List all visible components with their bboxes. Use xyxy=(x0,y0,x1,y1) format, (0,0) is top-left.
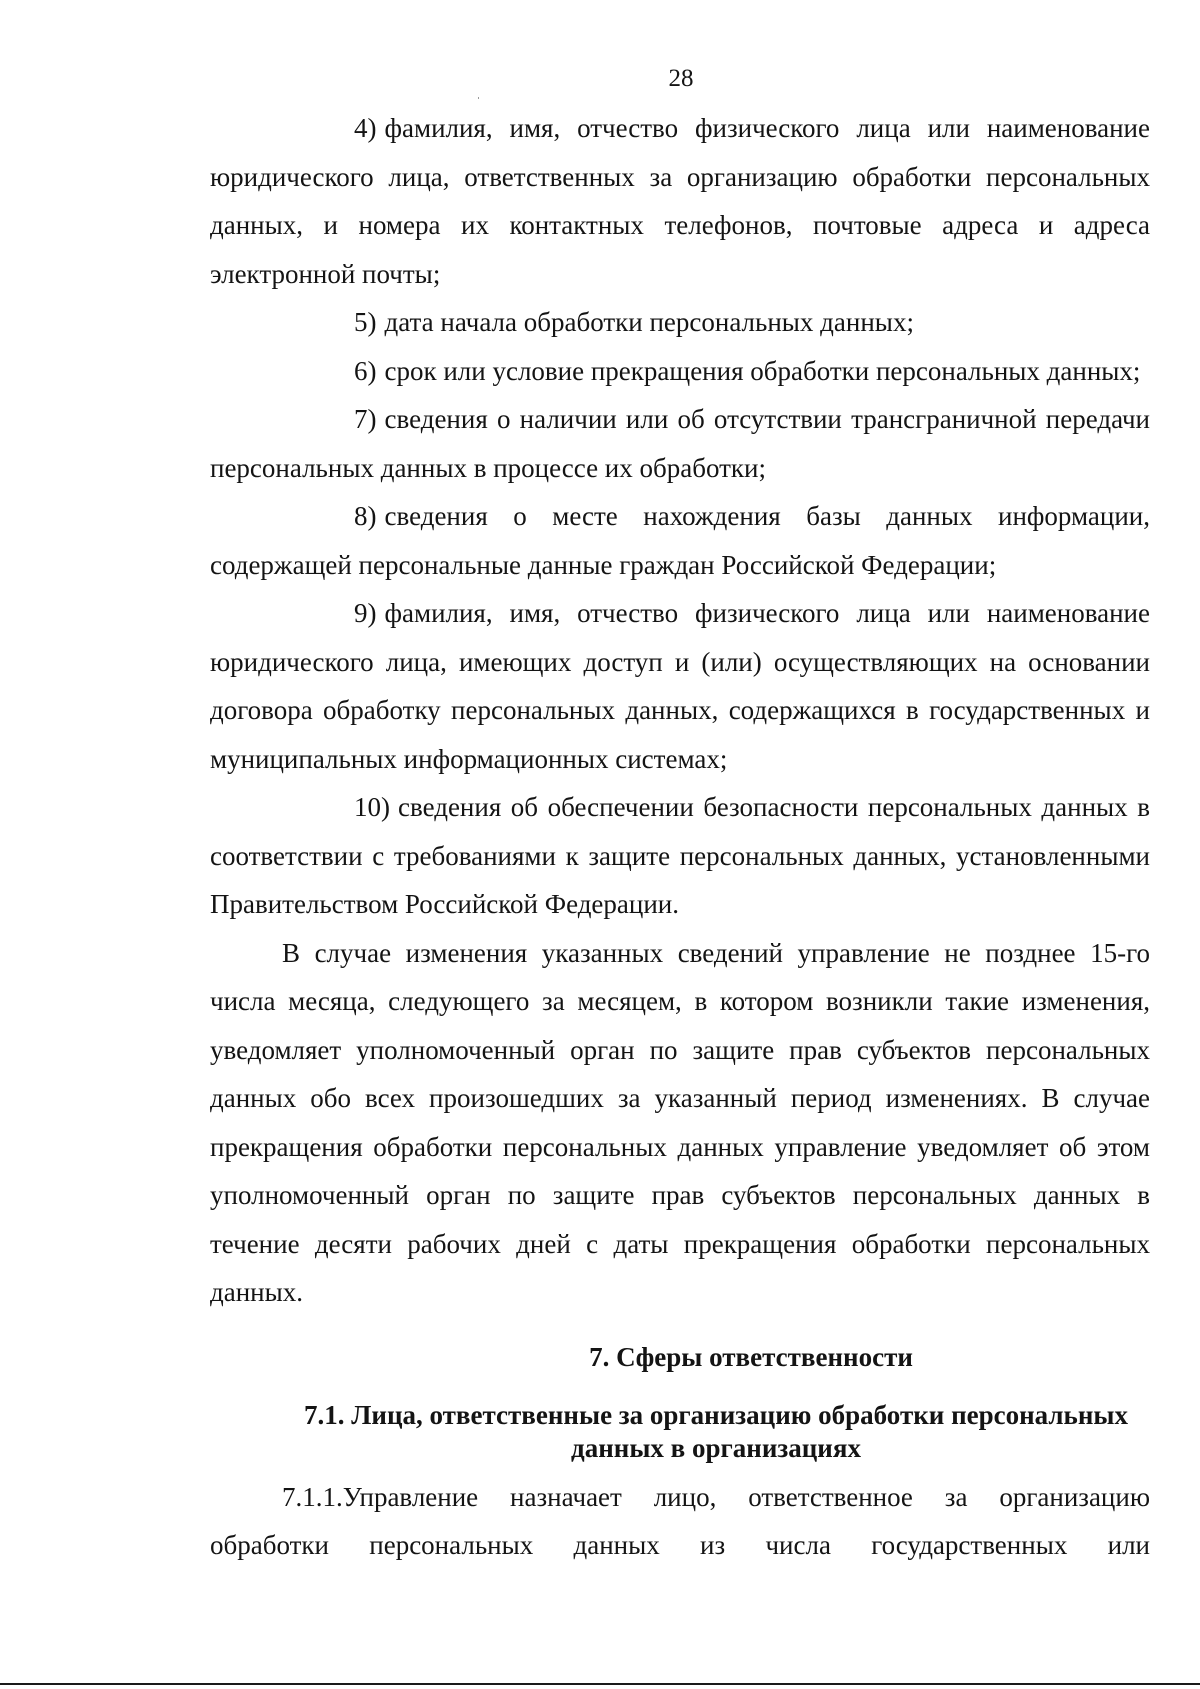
list-item-text: срок или условие прекращения обработки персональных данных; xyxy=(384,355,1141,386)
list-item-text: сведения о наличии или об отсутствии трансграничной передачи персональных данных в процессе их обработки; xyxy=(210,404,1150,483)
scan-speck xyxy=(478,97,479,99)
list-item-5 xyxy=(210,298,1150,347)
list-item-number: 7) xyxy=(354,404,377,434)
paragraph-change-notice: В случае изменения указанных сведений управление не позднее 15-го числа месяца, следующего за месяцем, в котором возникли такие изменения, уведомляет уполномоченный орган по защите прав субъектов персональных данных обо всех произошедших за указанный период изменениях. В случае прекращения обработки персональных данных управление уведомляет об этом уполномоченный орган по защите прав субъектов персональных данных в течение десяти рабочих дней с даты прекращения обработки персональных данных. xyxy=(210,937,1150,1307)
list-item-7 xyxy=(210,395,1150,492)
section-title: 7. Сферы ответственности xyxy=(589,1341,913,1372)
bottom-scan-edge xyxy=(0,1683,1200,1685)
list-item-number: 4) xyxy=(354,113,377,143)
list-item-8 xyxy=(210,492,1150,589)
list-item-9 xyxy=(210,589,1150,783)
list-item-number: 10) xyxy=(354,792,390,822)
list-item-text: дата начала обработки персональных данных; xyxy=(384,307,914,337)
list-item-text: сведения об обеспечении безопасности персональных данных в соответствии с требованиями к защите персональных данных, установленными Правительством Российской Федерации. xyxy=(210,792,1150,919)
list-item-number: 9) xyxy=(354,598,377,628)
list-item-10 xyxy=(210,783,1150,929)
subsection-title xyxy=(210,1399,1150,1465)
list-item-4 xyxy=(210,104,1150,298)
list-item-number: 5) xyxy=(354,307,377,337)
subsection-title-line: 7.1. Лица, ответственные за организацию обработки персональных xyxy=(304,1399,1128,1430)
paragraph-7-1-1: 7.1.1.Управление назначает лицо, ответственное за организацию обработки персональных данных из числа государственных или xyxy=(210,1481,1150,1560)
document-body xyxy=(210,104,1150,1570)
subsection-title-line: данных в организациях xyxy=(571,1432,861,1463)
list-item-number: 6) xyxy=(354,355,377,386)
list-item-text: фамилия, имя, отчество физического лица или наименование юридического лица, ответственных за организацию обработки персональных данных, и номера их контактных телефонов, почтовые адреса и адреса электронной почты; xyxy=(210,113,1150,289)
list-item-6 xyxy=(210,347,1150,396)
list-item-number: 8) xyxy=(354,501,377,531)
list-item-text: сведения о месте нахождения базы данных информации, содержащей персональные данные граждан Российской Федерации; xyxy=(210,501,1150,580)
page-number: 28 xyxy=(668,65,694,92)
list-item-text: фамилия, имя, отчество физического лица или наименование юридического лица, имеющих доступ и (или) осуществляющих на основании договора обработку персональных данных, содержащихся в государственных и муниципальных информационных системах; xyxy=(210,598,1150,774)
